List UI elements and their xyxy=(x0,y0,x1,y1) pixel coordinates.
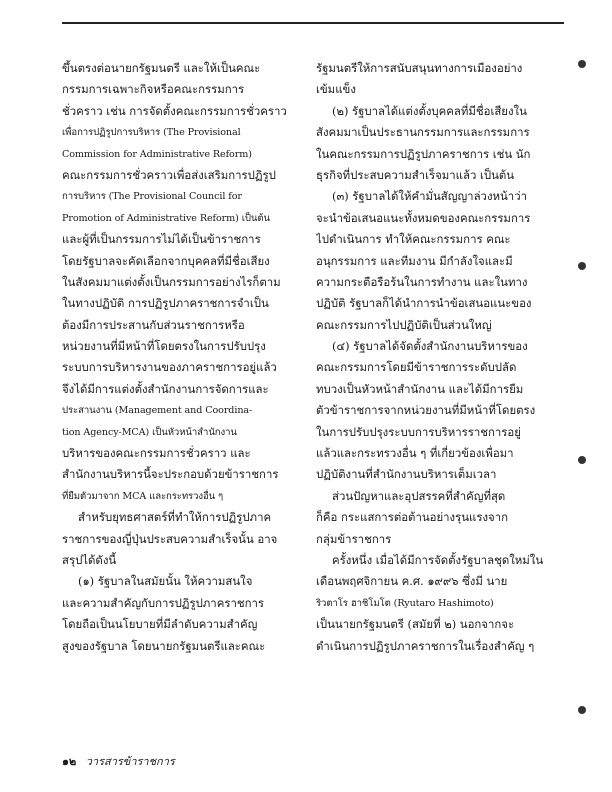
text-line: คณะกรรมการไปปฏิบัติเป็นส่วนใหญ่ xyxy=(316,317,492,332)
text-line: ในการปรับปรุงระบบการบริหารราชการอยู่ xyxy=(316,424,521,439)
text-line: รัฐมนตรีให้การสนับสนุนทางการเมืองอย่าง xyxy=(316,61,523,75)
text-line: ความกระตือรือร้นในการทำงาน และในทาง xyxy=(316,274,528,289)
text-line: และผู้ที่เป็นกรรมการไม่ได้เป็นข้าราชการ xyxy=(62,232,261,247)
text-line: ครั้งหนึ่ง เมื่อได้มีการจัดตั้งรัฐบาลชุดใหม่ใน xyxy=(332,552,544,567)
text-line: จะนำข้อเสนอแนะทั้งหมดของคณะกรรมการ xyxy=(316,210,531,225)
text-line: Commission for Administrative Reform) xyxy=(62,148,252,160)
text-line: ต้องมีการประสานกับส่วนราชการหรือ xyxy=(62,317,245,332)
text-line: บริหารของคณะกรรมการชั่วคราว และ xyxy=(62,446,251,461)
text-line: ในคณะกรรมการปฏิรูปภาคราชการ เช่น นัก xyxy=(316,146,531,161)
text-line: ปฏิบัติงานที่สำนักงานบริหารเต็มเวลา xyxy=(316,467,497,482)
text-line: สำนักงานบริหารนี้จะประกอบด้วยข้าราชการ xyxy=(62,467,279,482)
text-line: โดยรัฐบาลจะคัดเลือกจากบุคคลที่มีชื่อเสียง xyxy=(62,253,270,268)
left-column xyxy=(62,58,302,657)
journal-title: วารสารข้าราชการ xyxy=(85,755,175,768)
text-line: จึงได้มีการแต่งตั้งสำนักงานการจัดการและ xyxy=(62,381,269,396)
text-line: ในสังคมมาแต่งตั้งเป็นกรรมการอย่างไรก็ตาม xyxy=(62,274,281,289)
text-line: สรุปได้ดังนี้ xyxy=(62,552,117,567)
text-line: (๔) รัฐบาลได้จัดตั้งสำนักงานบริหารของ xyxy=(332,339,528,354)
text-line: ไปดำเนินการ ทำให้คณะกรรมการ คณะ xyxy=(316,232,511,247)
text-line: สังคมมาเป็นประธานกรรมการและกรรมการ xyxy=(316,125,530,140)
text-line: เดือนพฤศจิกายน ค.ศ. ๑๙๙๖ ซึ่งมี นาย xyxy=(316,574,508,589)
text-line: อนุกรรมการ และทีมงาน มีกำลังใจและมี xyxy=(316,253,513,268)
text-line: กลุ่มข้าราชการ xyxy=(316,531,392,546)
text-line: เข้มแข็ง xyxy=(316,82,356,97)
text-line: ราชการของญี่ปุ่นประสบความสำเร็จนั้น อาจ xyxy=(62,531,278,546)
text-line: กรรมการเฉพาะกิจหรือคณะกรรมการ xyxy=(62,82,245,97)
text-line: Promotion of Administrative Reform) เป็นต้น xyxy=(62,212,270,224)
margin-dot-bottom xyxy=(578,706,586,714)
margin-dot-lower xyxy=(578,456,586,464)
text-line: (๓) รัฐบาลได้ให้คำมั่นสัญญาล่วงหน้าว่า xyxy=(332,189,527,204)
text-line: ส่วนปัญหาและอุปสรรคที่สำคัญที่สุด xyxy=(332,488,506,503)
text-line: ก็คือ กระแสการต่อต้านอย่างรุนแรงจาก xyxy=(316,510,508,525)
right-column xyxy=(316,58,556,657)
text-line: ประสานงาน (Management and Coordina- xyxy=(62,405,253,417)
text-line: คณะกรรมการชั่วคราวเพื่อส่งเสริมการปฏิรูป xyxy=(62,167,276,182)
text-line: ริวตาโร ฮาชิโมโต (Ryutaro Hashimoto) xyxy=(316,597,494,609)
text-line: การบริหาร (The Provisional Council for xyxy=(62,191,242,203)
text-line: สูงของรัฐบาล โดยนายกรัฐมนตรีและคณะ xyxy=(62,638,266,653)
text-line: ระบบการบริหารงานของภาคราชการอยู่แล้ว xyxy=(62,360,277,375)
margin-dot-top xyxy=(578,60,586,68)
text-line: ตัวข้าราชการจากหน่วยงานที่มีหน้าที่โดยตรง xyxy=(316,403,536,418)
text-line: ในทางปฏิบัติ การปฏิรูปภาคราชการจำเป็น xyxy=(62,296,269,311)
text-line: หน่วยงานที่มีหน้าที่โดยตรงในการปรับปรุง xyxy=(62,339,266,354)
text-line: แล้วและกระทรวงอื่น ๆ ที่เกี่ยวข้องเพื่อมา xyxy=(316,446,514,461)
margin-dot-middle xyxy=(578,262,586,270)
text-line: (๑) รัฐบาลในสมัยนั้น ให้ความสนใจ xyxy=(78,574,253,589)
text-line: ขึ้นตรงต่อนายกรัฐมนตรี และให้เป็นคณะ xyxy=(62,61,261,75)
text-line: ดำเนินการปฏิรูปภาคราชการในเรื่องสำคัญ ๆ xyxy=(316,638,535,653)
text-line: เป็นนายกรัฐมนตรี (สมัยที่ ๒) นอกจากจะ xyxy=(316,617,515,632)
text-line: โดยถือเป็นนโยบายที่มีลำดับความสำคัญ xyxy=(62,617,258,632)
text-line: tion Agency-MCA) เป็นหัวหน้าสำนักงาน xyxy=(62,426,237,438)
text-line: ชั่วคราว เช่น การจัดตั้งคณะกรรมการชั่วคราว xyxy=(62,103,287,118)
text-line: ปฏิบัติ รัฐบาลก็ได้นำการนำข้อเสนอแนะของ xyxy=(316,296,532,311)
top-rule xyxy=(62,22,564,24)
text-line: ที่ยืมตัวมาจาก MCA และกระทรวงอื่น ๆ xyxy=(62,490,224,502)
page-number: ๑๒ xyxy=(62,755,77,768)
text-line: ทบวงเป็นหัวหน้าสำนักงาน และได้มีการยืม xyxy=(316,381,524,396)
text-line: คณะกรรมการโดยมีข้าราชการระดับปลัด xyxy=(316,360,517,375)
text-line: เพื่อการปฏิรูปการบริหาร (The Provisional xyxy=(62,127,241,139)
text-line: ธุรกิจที่ประสบความสำเร็จมาแล้ว เป็นต้น xyxy=(316,167,515,182)
page-footer xyxy=(62,755,175,769)
text-line: สำหรับยุทธศาสตร์ที่ทำให้การปฏิรูปภาค xyxy=(78,510,272,525)
text-line: และความสำคัญกับการปฏิรูปภาคราชการ xyxy=(62,595,264,610)
text-line: (๒) รัฐบาลได้แต่งตั้งบุคคลที่มีชื่อเสียงใน xyxy=(332,103,527,118)
